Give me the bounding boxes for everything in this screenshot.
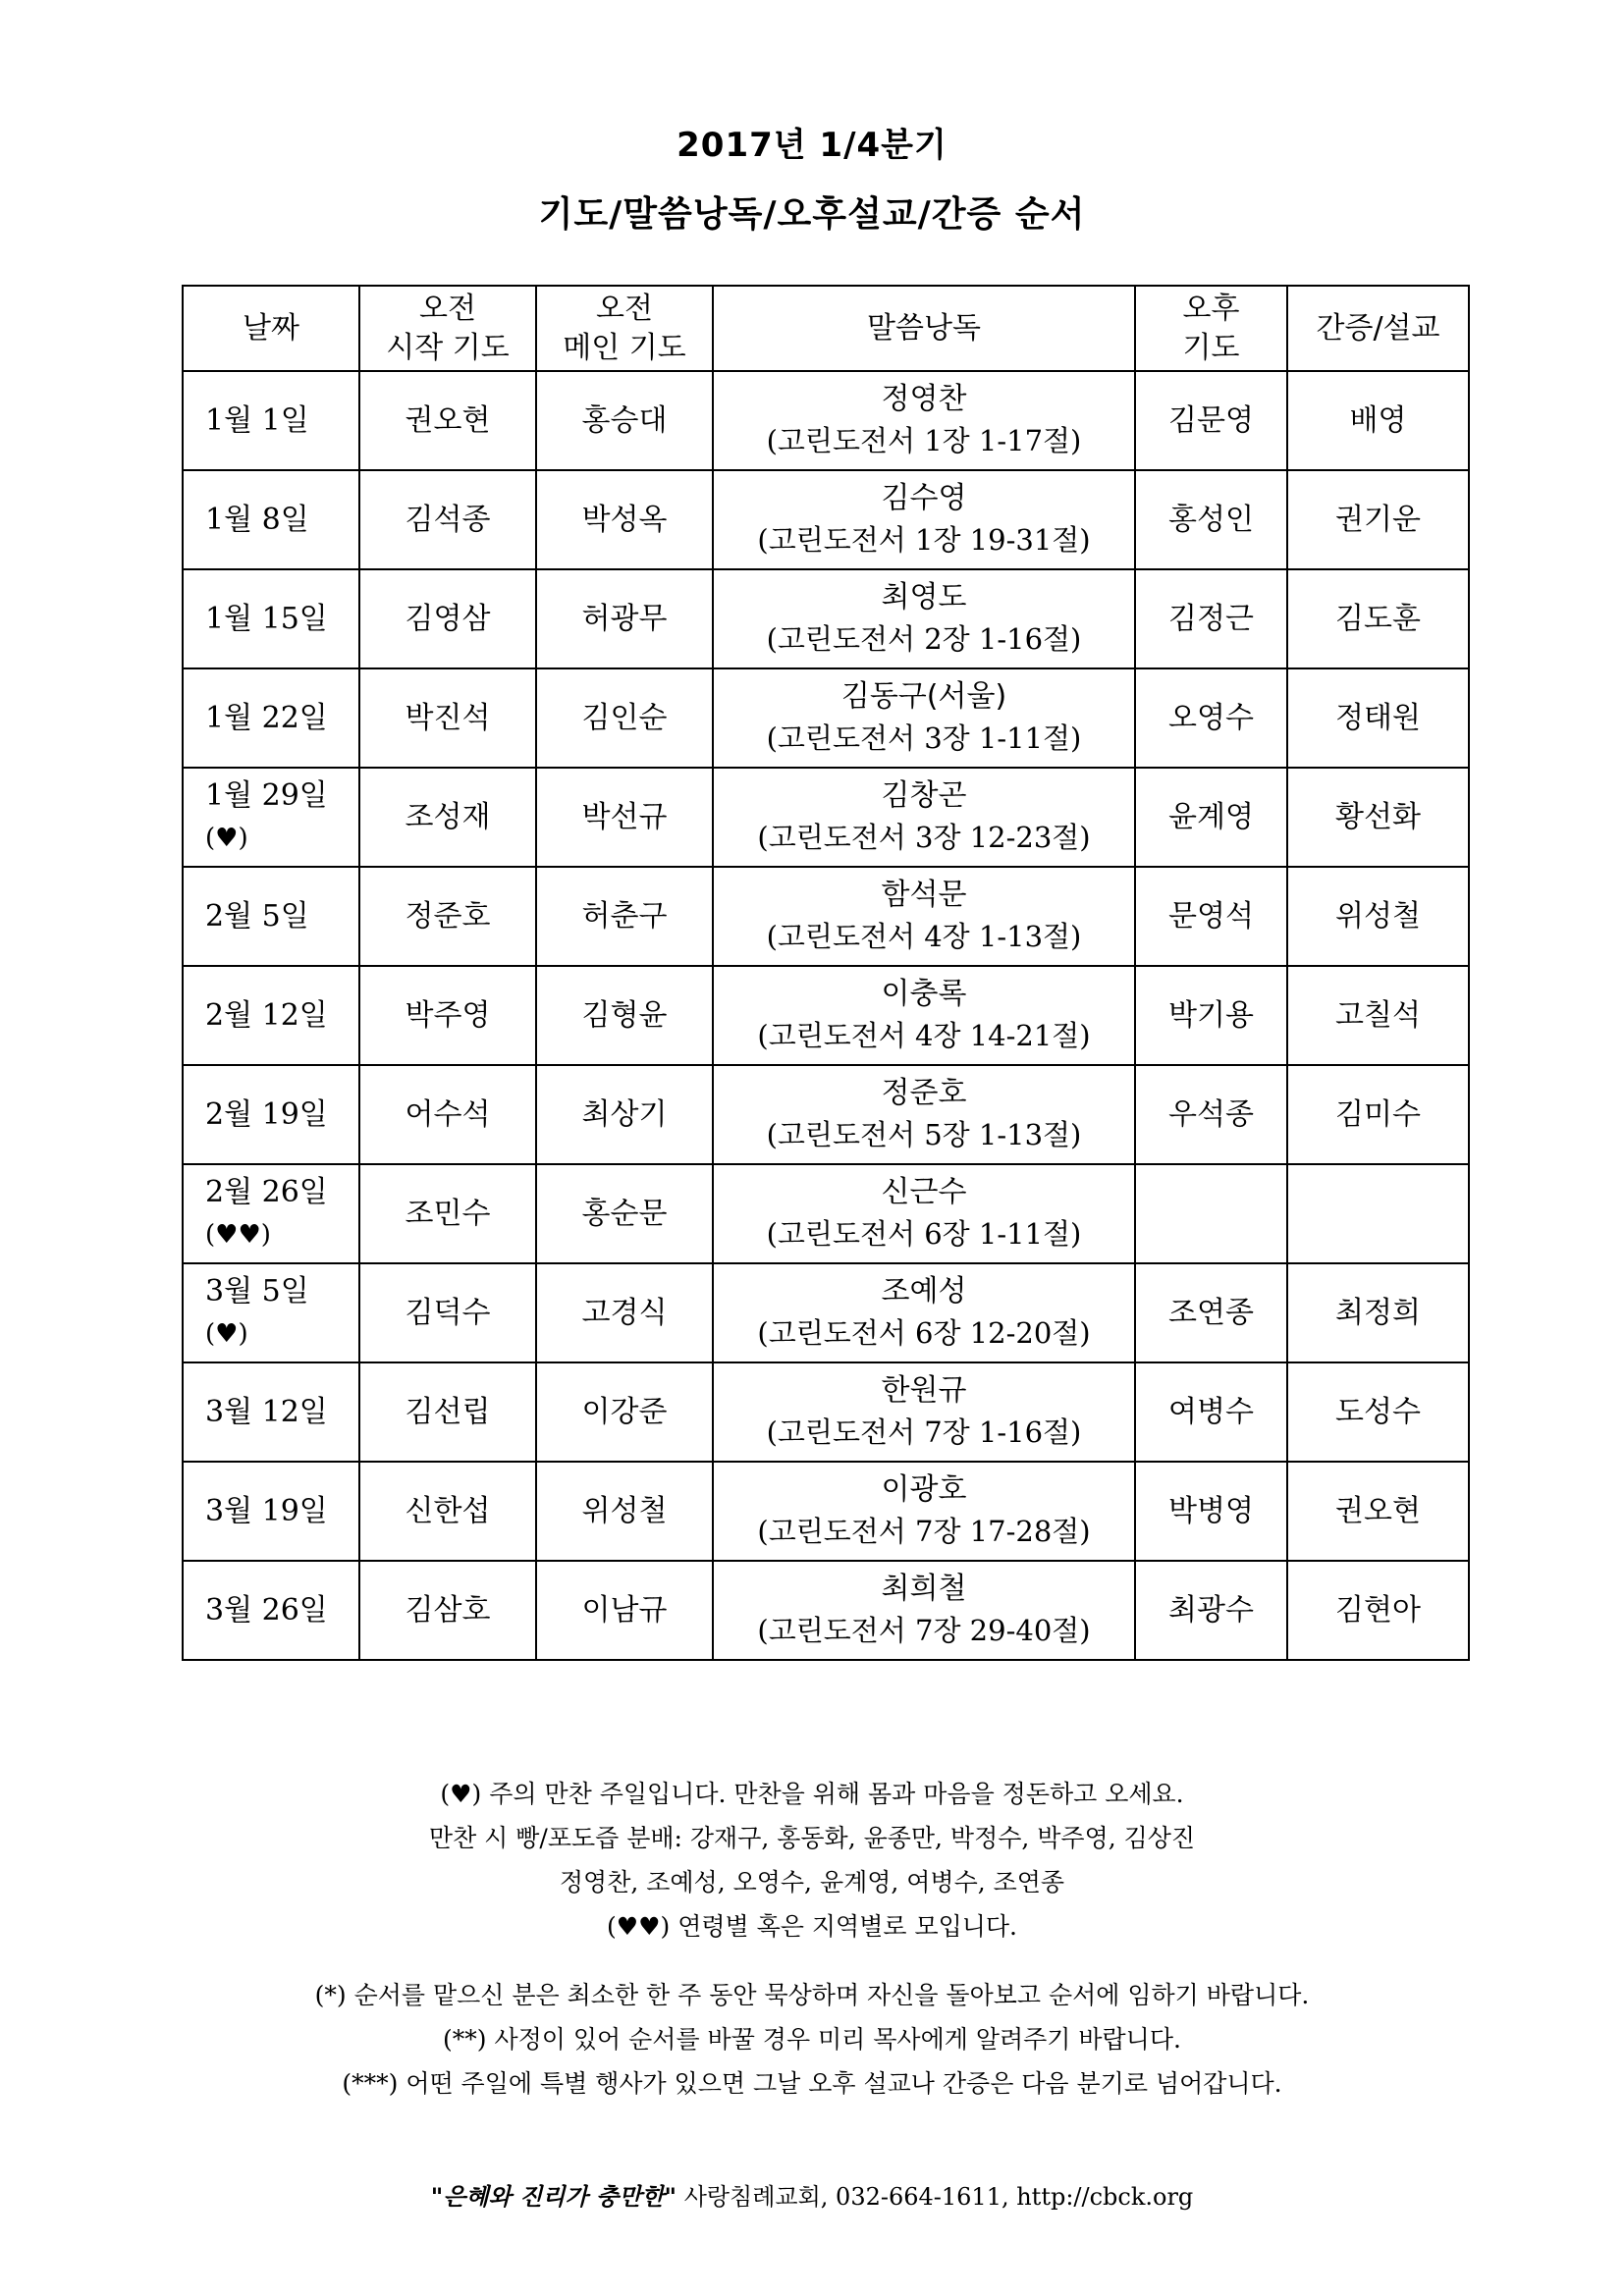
reader-name: 이광호: [881, 1472, 967, 1507]
scripture-reference: (고린도전서 7장 29-40절): [757, 1614, 1091, 1647]
note-star-3: (***) 어떤 주일에 특별 행사가 있으면 그날 오후 설교나 간증은 다음 분기로 넘어갑니다.: [342, 2069, 1282, 2098]
table-row: [183, 867, 1469, 966]
scripture-reference: (고린도전서 1장 1-17절): [766, 424, 1082, 457]
scripture-reference: (고린도전서 7장 17-28절): [757, 1515, 1091, 1548]
cell-am-start-prayer: 김선립: [359, 1362, 536, 1462]
cell-testimony-sermon: 김현아: [1287, 1561, 1469, 1660]
table-row: [183, 1462, 1469, 1561]
table-row: [183, 371, 1469, 470]
table-row: [183, 1164, 1469, 1263]
footer: [0, 2177, 1624, 2212]
header-am-start-prayer: 오전 시작 기도: [359, 286, 536, 371]
cell-date: 1월 22일: [183, 668, 359, 768]
reader-name: 정영찬: [881, 382, 967, 416]
cell-testimony-sermon: 최정희: [1287, 1263, 1469, 1362]
cell-testimony-sermon: 도성수: [1287, 1362, 1469, 1462]
cell-testimony-sermon: 권기운: [1287, 470, 1469, 569]
communion-notes: [0, 1772, 1624, 1949]
table-row: [183, 569, 1469, 668]
cell-testimony-sermon: [1287, 1164, 1469, 1263]
document-subtitle: 기도/말씀낭독/오후설교/간증 순서: [538, 194, 1086, 235]
document-title: 2017년 1/4분기: [677, 126, 947, 165]
cell-testimony-sermon: 정태원: [1287, 668, 1469, 768]
scripture-reference: (고린도전서 3장 12-23절): [757, 821, 1091, 854]
cell-pm-prayer: 여병수: [1135, 1362, 1287, 1462]
schedule-table: [182, 285, 1470, 1661]
header-date: 날짜: [183, 286, 359, 371]
cell-am-main-prayer: 박선규: [536, 768, 713, 867]
note-star-1: (*) 순서를 맡으신 분은 최소한 한 주 동안 묵상하며 자신을 돌아보고 순서에 임하기 바랍니다.: [314, 1981, 1310, 2009]
reader-name: 정준호: [881, 1076, 967, 1110]
scripture-reference: (고린도전서 7장 1-16절): [766, 1415, 1082, 1449]
scripture-reference: (고린도전서 3장 1-11절): [766, 721, 1082, 755]
cell-scripture-reading: [713, 1164, 1135, 1263]
cell-scripture-reading: [713, 470, 1135, 569]
cell-am-start-prayer: 김덕수: [359, 1263, 536, 1362]
communion-marker: (♥♥): [205, 1220, 271, 1250]
table-row: [183, 668, 1469, 768]
cell-pm-prayer: 문영석: [1135, 867, 1287, 966]
cell-testimony-sermon: 황선화: [1287, 768, 1469, 867]
cell-am-start-prayer: 박진석: [359, 668, 536, 768]
cell-pm-prayer: 박기용: [1135, 966, 1287, 1065]
reader-name: 한원규: [881, 1373, 967, 1408]
table-row: [183, 1263, 1469, 1362]
cell-testimony-sermon: 위성철: [1287, 867, 1469, 966]
cell-pm-prayer: 박병영: [1135, 1462, 1287, 1561]
scripture-reference: (고린도전서 5장 1-13절): [766, 1118, 1082, 1151]
cell-scripture-reading: [713, 1462, 1135, 1561]
cell-am-main-prayer: 위성철: [536, 1462, 713, 1561]
scripture-reference: (고린도전서 1장 19-31절): [757, 523, 1091, 557]
cell-scripture-reading: [713, 1561, 1135, 1660]
cell-testimony-sermon: 권오현: [1287, 1462, 1469, 1561]
cell-am-main-prayer: 김인순: [536, 668, 713, 768]
cell-am-main-prayer: 박성옥: [536, 470, 713, 569]
reader-name: 김수영: [881, 481, 967, 515]
cell-pm-prayer: 김정근: [1135, 569, 1287, 668]
cell-pm-prayer: 조연종: [1135, 1263, 1287, 1362]
cell-scripture-reading: [713, 1263, 1135, 1362]
cell-scripture-reading: [713, 371, 1135, 470]
scripture-reference: (고린도전서 4장 1-13절): [766, 920, 1082, 953]
table-row: [183, 1561, 1469, 1660]
reader-name: 김창곤: [881, 778, 967, 813]
cell-scripture-reading: [713, 668, 1135, 768]
cell-date: 2월 12일: [183, 966, 359, 1065]
cell-date: 3월 12일: [183, 1362, 359, 1462]
cell-date: 2월 5일: [183, 867, 359, 966]
cell-am-main-prayer: 홍승대: [536, 371, 713, 470]
cell-am-main-prayer: 이강준: [536, 1362, 713, 1462]
note-double-heart: (♥♥) 연령별 혹은 지역별로 모입니다.: [606, 1912, 1018, 1941]
cell-date: 3월 5일 (♥): [183, 1263, 359, 1362]
cell-date: 3월 26일: [183, 1561, 359, 1660]
cell-testimony-sermon: 김도훈: [1287, 569, 1469, 668]
footer-slogan: "은혜와 진리가 충만한": [430, 2183, 677, 2211]
header-pm-prayer: 오후 기도: [1135, 286, 1287, 371]
header-scripture-reading: 말씀낭독: [713, 286, 1135, 371]
cell-am-start-prayer: 김석종: [359, 470, 536, 569]
reader-name: 최영도: [881, 580, 967, 614]
cell-scripture-reading: [713, 569, 1135, 668]
note-distribution: 만찬 시 빵/포도즙 분배: 강재구, 홍동화, 윤종만, 박정수, 박주영, 김상진: [428, 1824, 1196, 1852]
cell-date: 2월 26일 (♥♥): [183, 1164, 359, 1263]
communion-marker: (♥): [205, 1319, 248, 1349]
reader-name: 김동구(서울): [840, 679, 1007, 714]
cell-pm-prayer: 윤계영: [1135, 768, 1287, 867]
cell-date: 1월 8일: [183, 470, 359, 569]
cell-date: 1월 1일: [183, 371, 359, 470]
table-row: [183, 470, 1469, 569]
reader-name: 최희철: [881, 1572, 967, 1606]
cell-pm-prayer: 우석종: [1135, 1065, 1287, 1164]
table-row: [183, 768, 1469, 867]
table-row: [183, 1065, 1469, 1164]
scripture-reference: (고린도전서 6장 1-11절): [766, 1217, 1082, 1251]
note-heart: (♥) 주의 만찬 주일입니다. 만찬을 위해 몸과 마음을 정돈하고 오세요.: [440, 1780, 1184, 1808]
cell-testimony-sermon: 배영: [1287, 371, 1469, 470]
cell-date: 1월 15일: [183, 569, 359, 668]
cell-am-main-prayer: 허광무: [536, 569, 713, 668]
note-distribution-cont: 정영찬, 조예성, 오영수, 윤계영, 여병수, 조연종: [559, 1868, 1065, 1896]
cell-am-main-prayer: 홍순문: [536, 1164, 713, 1263]
table-row: [183, 966, 1469, 1065]
cell-pm-prayer: [1135, 1164, 1287, 1263]
cell-scripture-reading: [713, 966, 1135, 1065]
cell-pm-prayer: 최광수: [1135, 1561, 1287, 1660]
cell-am-start-prayer: 조민수: [359, 1164, 536, 1263]
table-header-row: [183, 286, 1469, 371]
cell-am-main-prayer: 고경식: [536, 1263, 713, 1362]
reader-name: 조예성: [881, 1274, 967, 1308]
scripture-reference: (고린도전서 6장 12-20절): [757, 1316, 1091, 1350]
cell-scripture-reading: [713, 867, 1135, 966]
cell-scripture-reading: [713, 1065, 1135, 1164]
cell-am-start-prayer: 정준호: [359, 867, 536, 966]
cell-am-start-prayer: 박주영: [359, 966, 536, 1065]
header-testimony-sermon: 간증/설교: [1287, 286, 1469, 371]
scripture-reference: (고린도전서 2장 1-16절): [766, 622, 1082, 656]
communion-marker: (♥): [205, 824, 248, 853]
note-star-2: (**) 사정이 있어 순서를 바꿀 경우 미리 목사에게 알려주기 바랍니다.: [443, 2025, 1181, 2054]
reader-name: 이충록: [881, 977, 967, 1011]
cell-am-start-prayer: 신한섭: [359, 1462, 536, 1561]
cell-testimony-sermon: 고칠석: [1287, 966, 1469, 1065]
cell-pm-prayer: 홍성인: [1135, 470, 1287, 569]
cell-am-start-prayer: 권오현: [359, 371, 536, 470]
cell-am-start-prayer: 조성재: [359, 768, 536, 867]
cell-testimony-sermon: 김미수: [1287, 1065, 1469, 1164]
cell-am-main-prayer: 허춘구: [536, 867, 713, 966]
cell-am-main-prayer: 최상기: [536, 1065, 713, 1164]
cell-am-start-prayer: 김영삼: [359, 569, 536, 668]
scripture-reference: (고린도전서 4장 14-21절): [757, 1019, 1091, 1052]
table-row: [183, 1362, 1469, 1462]
cell-scripture-reading: [713, 1362, 1135, 1462]
cell-am-start-prayer: 어수석: [359, 1065, 536, 1164]
cell-date: 2월 19일: [183, 1065, 359, 1164]
reader-name: 신근수: [881, 1175, 967, 1209]
cell-date: 3월 19일: [183, 1462, 359, 1561]
header-am-main-prayer: 오전 메인 기도: [536, 286, 713, 371]
cell-date: 1월 29일 (♥): [183, 768, 359, 867]
cell-am-main-prayer: 김형윤: [536, 966, 713, 1065]
reader-name: 함석문: [881, 878, 967, 912]
cell-pm-prayer: 김문영: [1135, 371, 1287, 470]
cell-scripture-reading: [713, 768, 1135, 867]
cell-pm-prayer: 오영수: [1135, 668, 1287, 768]
cell-am-start-prayer: 김삼호: [359, 1561, 536, 1660]
footer-info: 사랑침례교회, 032-664-1611, http://cbck.org: [677, 2183, 1194, 2211]
general-notes: [0, 1973, 1624, 2106]
cell-am-main-prayer: 이남규: [536, 1561, 713, 1660]
